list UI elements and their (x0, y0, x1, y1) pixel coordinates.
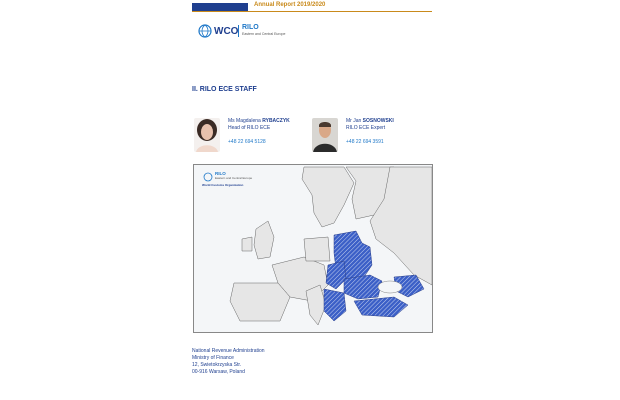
staff-role-sosnowski: RILO ECE Expert (346, 125, 386, 131)
staff-photo-sosnowski (312, 118, 338, 152)
address-block (192, 348, 265, 376)
header-color-bar (192, 3, 248, 11)
map-logo-rilo: RILO (215, 171, 226, 176)
logo-divider (238, 25, 239, 37)
europe-region-map (193, 164, 433, 333)
staff-phone-rybaczyk[interactable]: +48 22 694 5128 (228, 139, 266, 145)
address-line: 12, Swietokrzyska Str. (192, 362, 242, 368)
wco-logo-text: WCO (214, 26, 239, 37)
map-logo-subtitle: Eastern and Central Europe (215, 176, 253, 180)
section-title: II. RILO ECE STAFF (192, 86, 257, 93)
header-rule (192, 11, 432, 12)
address-line: National Revenue Administration (192, 348, 265, 354)
staff-name-sosnowski: Mr Jan SOSNOWSKI (346, 118, 394, 124)
map-logo-org: World Customs Organization (202, 183, 244, 187)
map-graphic (194, 165, 432, 332)
address-line: Ministry of Finance (192, 355, 234, 361)
wco-globe-icon (198, 24, 212, 43)
staff-role-rybaczyk: Head of RILO ECE (228, 125, 271, 131)
rilo-logo-text: RILO (242, 24, 259, 31)
report-title: Annual Report 2019/2020 (254, 2, 326, 8)
staff-photo-rybaczyk (194, 118, 220, 152)
rilo-logo-subtitle: Eastern and Central Europe (242, 32, 286, 36)
address-line: 00-916 Warsaw, Poland (192, 369, 245, 375)
staff-phone-sosnowski[interactable]: +48 22 694 3591 (346, 139, 384, 145)
staff-name-rybaczyk: Ms Magdalena RYBACZYK (228, 118, 290, 124)
